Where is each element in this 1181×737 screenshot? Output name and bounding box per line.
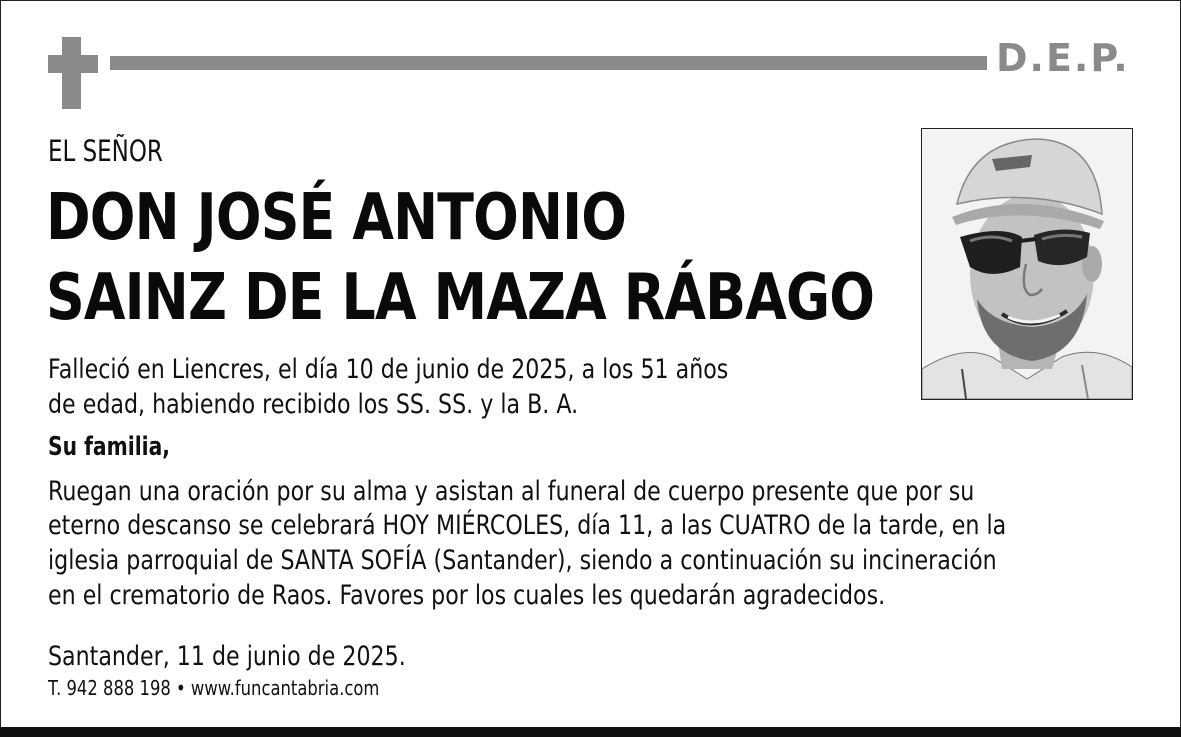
contact-info: T. 942 888 198 • www.funcantabria.com — [48, 676, 380, 700]
deceased-name-line-1: DON JOSÉ ANTONIO — [46, 181, 627, 255]
place-and-date: Santander, 11 de junio de 2025. — [48, 641, 406, 672]
funeral-request-line-3: iglesia parroquial de SANTA SOFÍA (Santander), siendo a continuación su incineración — [48, 545, 997, 576]
deceased-name-line-2: SAINZ DE LA MAZA RÁBAGO — [46, 261, 875, 335]
portrait-photo — [921, 128, 1133, 400]
honorific-prefix: EL SEÑOR — [48, 134, 163, 168]
dep-label: D.E.P. — [996, 36, 1130, 80]
funeral-request-line-4: en el crematorio de Raos. Favores por los cuales les quedarán agradecidos. — [48, 580, 886, 611]
header-rule — [110, 56, 987, 70]
bottom-rule — [0, 727, 1181, 737]
family-label: Su familia, — [48, 432, 170, 462]
death-details-line-2: de edad, habiendo recibido los SS. SS. y la B. A. — [48, 389, 579, 420]
cross-icon-vertical-bar — [62, 37, 81, 109]
cross-icon-horizontal-bar — [48, 55, 98, 73]
death-details-line-1: Falleció en Liencres, el día 10 de junio de 2025, a los 51 años — [48, 354, 729, 385]
funeral-request-line-1: Ruegan una oración por su alma y asistan al funeral de cuerpo presente que por su — [48, 476, 975, 507]
funeral-request-line-2: eterno descanso se celebrará HOY MIÉRCOLES, día 11, a las CUATRO de la tarde, en la — [48, 510, 1007, 541]
